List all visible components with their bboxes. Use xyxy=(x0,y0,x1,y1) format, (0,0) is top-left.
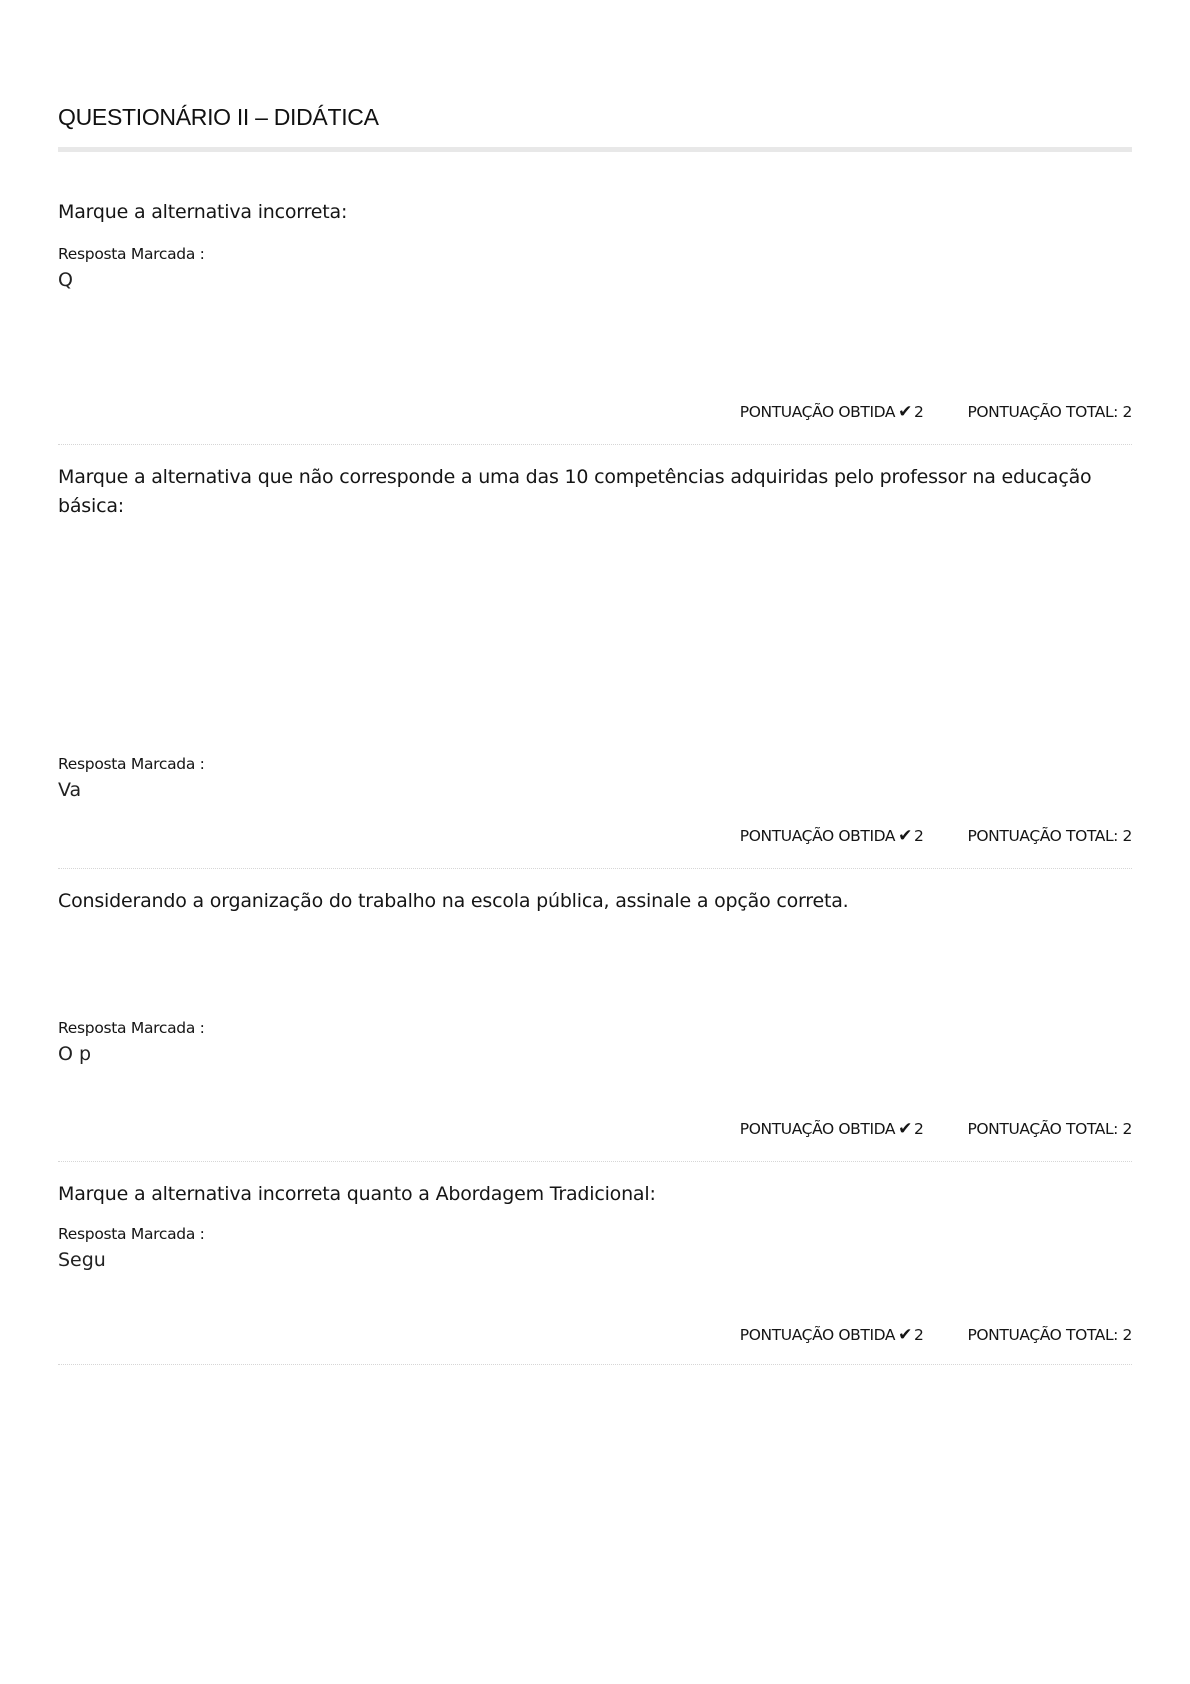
question-block-3 xyxy=(58,887,1132,1139)
score-obtained xyxy=(740,1118,924,1140)
question-divider xyxy=(58,1161,1132,1162)
question-divider xyxy=(58,868,1132,869)
question-text: Marque a alternativa que não corresponde a uma das 10 competências adquiridas pelo professor na educação básica: xyxy=(58,466,1092,517)
answer-value: Segu xyxy=(58,1249,106,1271)
score-total: PONTUAÇÃO TOTAL: 2 xyxy=(967,1326,1132,1344)
answer-value: Q xyxy=(58,269,73,291)
check-icon: ✔ xyxy=(898,402,912,422)
answer-label: Resposta Marcada : xyxy=(58,1225,205,1243)
score-row xyxy=(740,1324,1132,1346)
answer-label: Resposta Marcada : xyxy=(58,245,205,263)
score-obtained-value: 2 xyxy=(913,403,924,421)
score-obtained-value: 2 xyxy=(913,1326,924,1344)
answer-label: Resposta Marcada : xyxy=(58,755,205,773)
question-divider xyxy=(58,444,1132,445)
question-block-1 xyxy=(58,198,1132,422)
score-row xyxy=(740,401,1132,423)
score-obtained-label: PONTUAÇÃO OBTIDA xyxy=(739,403,896,421)
score-obtained-value: 2 xyxy=(913,827,924,845)
question-block-2 xyxy=(58,463,1132,846)
score-obtained xyxy=(740,1324,924,1346)
score-obtained-label: PONTUAÇÃO OBTIDA xyxy=(739,1326,896,1344)
question-block-4 xyxy=(58,1180,1132,1345)
question-text: Considerando a organização do trabalho na escola pública, assinale a opção correta. xyxy=(58,890,849,912)
answer-label: Resposta Marcada : xyxy=(58,1019,205,1037)
check-icon: ✔ xyxy=(898,826,912,846)
score-row xyxy=(740,1118,1132,1140)
title-divider xyxy=(58,147,1132,152)
score-obtained-label: PONTUAÇÃO OBTIDA xyxy=(739,827,896,845)
score-obtained xyxy=(740,825,924,847)
score-row xyxy=(740,825,1132,847)
page-title: QUESTIONÁRIO II – DIDÁTICA xyxy=(58,104,379,130)
check-icon: ✔ xyxy=(898,1119,912,1139)
score-obtained-label: PONTUAÇÃO OBTIDA xyxy=(739,1120,896,1138)
answer-value: O p xyxy=(58,1043,92,1065)
score-total: PONTUAÇÃO TOTAL: 2 xyxy=(967,403,1132,421)
question-divider xyxy=(58,1364,1132,1365)
check-icon: ✔ xyxy=(898,1325,912,1345)
answer-value: Va xyxy=(58,779,82,801)
question-text: Marque a alternativa incorreta: xyxy=(58,201,348,223)
score-total: PONTUAÇÃO TOTAL: 2 xyxy=(967,1120,1132,1138)
score-obtained-value: 2 xyxy=(913,1120,924,1138)
score-obtained xyxy=(740,401,924,423)
question-text: Marque a alternativa incorreta quanto a Abordagem Tradicional: xyxy=(58,1183,656,1205)
score-total: PONTUAÇÃO TOTAL: 2 xyxy=(967,827,1132,845)
